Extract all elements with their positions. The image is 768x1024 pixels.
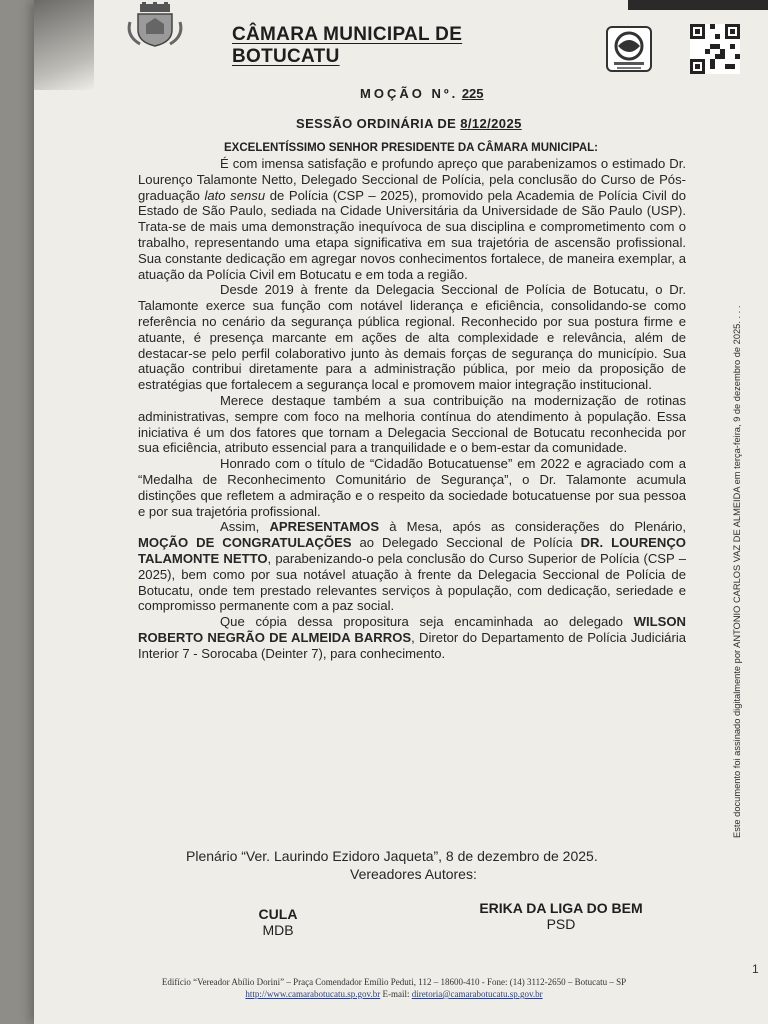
paragraph-5-bold-a: APRESENTAMOS bbox=[269, 519, 380, 535]
signatory-2-name: ERIKA DA LIGA DO BEM bbox=[479, 900, 643, 916]
paragraph-5-text-a: Assim, bbox=[220, 519, 270, 535]
paragraph-6-text-a: Que cópia dessa propositura seja encaminhada ao delegado bbox=[220, 614, 634, 630]
paragraph-6-bold: WILSON ROBERTO NEGRÃO DE ALMEIDA BARROS bbox=[138, 614, 686, 645]
paragraph-5 bbox=[138, 519, 686, 614]
paragraph-3: Merece destaque também a sua contribuição na modernização de rotinas administrativas, sempre com foco na melhoria contínua do atendimento à população. Essa iniciativa é um dos fatores que tornam a Delegacia Seccional de Botucatu reconhecida por sua eficiência, atributo essencial para a tranquilidade e o bem-estar da comunidade. bbox=[138, 392, 686, 456]
signatory-2 bbox=[466, 900, 656, 932]
top-edge-shadow bbox=[628, 0, 768, 10]
session-date: 8/12/2025 bbox=[460, 116, 522, 131]
paragraph-5-bold-b: MOÇÃO DE CONGRATULAÇÕES bbox=[138, 535, 352, 551]
paragraph-2: Desde 2019 à frente da Delegacia Seccional de Polícia de Botucatu, o Dr. Talamonte exerce sua função com notável liderança e eficiência, consolidando-se como referência no cenário da segurança pública regional. Reconhecido por sua postura firme e atuante, é presença marcante em ações de alta complexidade e relevância, além de destacar-se pelo perfil colaborativo junto às demais forças de segurança do município. Sua atuação contribui diretamente para a administração pública, por meio da proposição de estratégias que fortalecem a segurança local e promovem maior integração institucional. bbox=[138, 282, 686, 393]
paragraph-5-text-d: , parabenizando-o pela conclusão do Curso Superior de Polícia (CSP – 2025), bem como por sua notável atuação à frente da Delegacia Seccional de Polícia de Botucatu, onde tem prestado relevantes serviços à população, com dedicação, seriedade e compromisso permanente com a paz social. bbox=[138, 550, 686, 614]
paragraph-4: Honrado com o título de “Cidadão Botucatuense” em 2022 e agraciado com a “Medalha de Reconhecimento Comunitário de Segurança”, o Dr. Talamonte acumula distinções que refletem a admiração e o respeito da sociedade botucatuense por sua pessoa e por sua trajetória profissional. bbox=[138, 456, 686, 519]
email-link[interactable]: diretoria@camarabotucatu.sp.gov.br bbox=[411, 989, 543, 999]
session-heading bbox=[296, 116, 522, 131]
document-page bbox=[34, 0, 768, 1024]
paragraph-1-text-a: É com imensa satisfação e profundo apreço que parabenizamos o estimado Dr. Lourenço Talamonte Netto, Delegado Seccional de Polícia, pela conclusão do Curso de Pós-graduação bbox=[138, 156, 686, 203]
footer-address: Edifício “Vereador Abílio Dorini” – Praça Comendador Emílio Peduti, 112 – 18600-410 - Fone: (14) 3112-2650 – Botucatu – SP bbox=[161, 977, 627, 987]
paragraph-5-bold-c: DR. LOURENÇO TALAMONTE NETTO bbox=[138, 535, 686, 566]
signatory-2-party: PSD bbox=[546, 916, 576, 932]
footer-contacts bbox=[114, 988, 674, 1000]
qr-code-icon bbox=[690, 24, 740, 74]
website-link[interactable]: http://www.camarabotucatu.sp.gov.br bbox=[245, 989, 381, 999]
page-footer bbox=[114, 976, 674, 1000]
motion-number-heading bbox=[360, 86, 484, 101]
motion-body bbox=[138, 156, 686, 662]
session-label: SESSÃO ORDINÁRIA DE bbox=[296, 116, 461, 131]
motion-number: 225 bbox=[461, 86, 484, 101]
email-label: E-mail: bbox=[380, 989, 412, 999]
chamber-seal-icon bbox=[606, 26, 652, 72]
digital-signature-note: Este documento foi assinado digitalmente por ANTONIO CARLOS VAZ DE ALMEIDA em terça-feira, 9 de dezembro de 2025. . . . bbox=[732, 305, 742, 838]
authors-label: Vereadores Autores: bbox=[350, 866, 477, 882]
signatory-1-name: CULA bbox=[258, 906, 298, 922]
paragraph-6 bbox=[138, 614, 686, 661]
municipal-crest-icon bbox=[126, 2, 184, 48]
paragraph-5-text-b: à Mesa, após as considerações do Plenário, bbox=[379, 519, 686, 535]
page-number: 1 bbox=[752, 962, 759, 976]
signatory-1 bbox=[248, 906, 308, 938]
paragraph-1 bbox=[138, 156, 686, 282]
place-date-line: Plenário “Ver. Laurindo Ezidoro Jaqueta”, 8 de dezembro de 2025. bbox=[186, 848, 598, 864]
paragraph-1-italic: lato sensu bbox=[204, 187, 266, 203]
signatory-1-party: MDB bbox=[262, 922, 294, 938]
paragraph-5-text-c: ao Delegado Seccional de Polícia bbox=[351, 535, 581, 551]
institution-title: CÂMARA MUNICIPAL DE BOTUCATU bbox=[232, 24, 463, 67]
paragraph-1-text-b: de Polícia (CSP – 2025), promovido pela Academia de Polícia Civil do Estado de São Paulo, sediada na Cidade Universitária da Universidade de São Paulo (USP). Trata-se de mais uma demonstração inequívoca de sua disciplina e comprometimento com o trabalho, representando uma etapa significativa em sua trajetória de ascensão profissional. Sua constante dedicação em agregar novos conhecimentos fortalece, de maneira exemplar, a atuação da Polícia Civil em Botucatu e em toda a região. bbox=[138, 187, 686, 282]
page-fold-shadow bbox=[34, 0, 94, 90]
paragraph-6-text-b: , Diretor do Departamento de Polícia Judiciária Interior 7 - Sorocaba (Deinter 7), para conhecimento. bbox=[138, 629, 687, 661]
motion-label: MOÇÃO Nº. bbox=[360, 86, 459, 101]
salutation: EXCELENTÍSSIMO SENHOR PRESIDENTE DA CÂMARA MUNICIPAL: bbox=[224, 142, 598, 154]
